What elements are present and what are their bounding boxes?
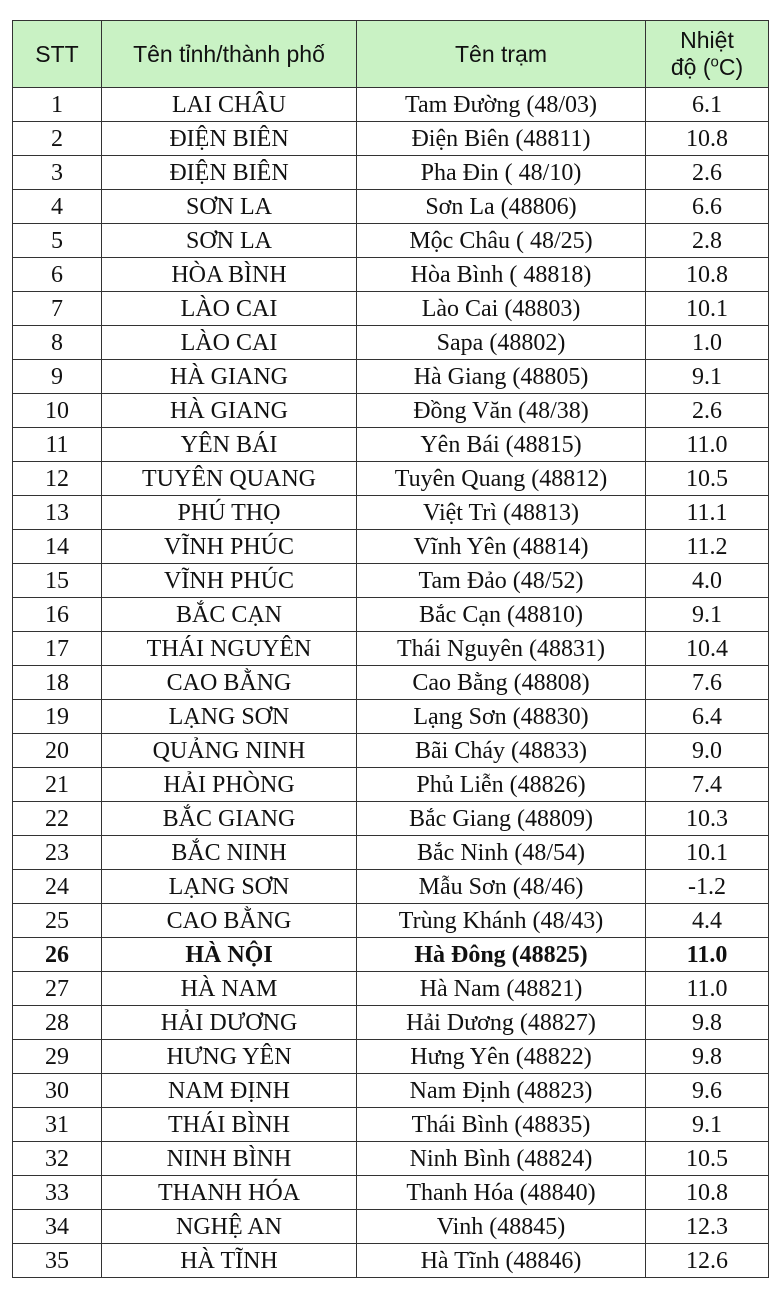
header-temperature-line1: Nhiệt	[680, 27, 734, 53]
row-station: Phủ Liễn (48826)	[357, 768, 646, 802]
table-row	[13, 1244, 769, 1278]
table-row	[13, 972, 769, 1006]
row-stt: 27	[13, 972, 102, 1006]
row-province: ĐIỆN BIÊN	[102, 156, 357, 190]
table-row	[13, 564, 769, 598]
table-row	[13, 462, 769, 496]
table-row	[13, 292, 769, 326]
row-stt: 11	[13, 428, 102, 462]
table-row	[13, 530, 769, 564]
row-stt: 8	[13, 326, 102, 360]
row-province: CAO BẰNG	[102, 666, 357, 700]
row-station: Lạng Sơn (48830)	[357, 700, 646, 734]
table-row	[13, 598, 769, 632]
row-station: Tam Đường (48/03)	[357, 88, 646, 122]
row-stt: 35	[13, 1244, 102, 1278]
table-row	[13, 326, 769, 360]
temperature-table	[12, 20, 769, 1278]
row-station: Hà Giang (48805)	[357, 360, 646, 394]
table-row	[13, 1210, 769, 1244]
table-row	[13, 870, 769, 904]
row-station: Bắc Ninh (48/54)	[357, 836, 646, 870]
row-temperature: 10.8	[646, 122, 769, 156]
row-province: BẮC GIANG	[102, 802, 357, 836]
row-stt: 20	[13, 734, 102, 768]
row-province: LAI CHÂU	[102, 88, 357, 122]
row-stt: 15	[13, 564, 102, 598]
row-temperature: 10.3	[646, 802, 769, 836]
row-temperature: 9.1	[646, 1108, 769, 1142]
row-temperature: 11.2	[646, 530, 769, 564]
row-temperature: 9.1	[646, 598, 769, 632]
row-station: Vĩnh Yên (48814)	[357, 530, 646, 564]
table-row	[13, 428, 769, 462]
row-stt: 31	[13, 1108, 102, 1142]
table-row	[13, 1176, 769, 1210]
row-stt: 2	[13, 122, 102, 156]
row-temperature: 6.4	[646, 700, 769, 734]
header-province: Tên tỉnh/thành phố	[102, 21, 357, 88]
row-stt: 16	[13, 598, 102, 632]
header-temperature-prefix: độ (	[670, 54, 711, 80]
table-row	[13, 258, 769, 292]
header-temperature	[646, 21, 769, 88]
table-row	[13, 360, 769, 394]
row-temperature: 9.8	[646, 1006, 769, 1040]
row-temperature: 10.8	[646, 1176, 769, 1210]
row-station: Tuyên Quang (48812)	[357, 462, 646, 496]
table-row	[13, 632, 769, 666]
row-stt: 29	[13, 1040, 102, 1074]
degree-symbol: o	[710, 53, 719, 71]
row-province: THANH HÓA	[102, 1176, 357, 1210]
row-station: Trùng Khánh (48/43)	[357, 904, 646, 938]
row-province: ĐIỆN BIÊN	[102, 122, 357, 156]
table-row	[13, 700, 769, 734]
row-station: Lào Cai (48803)	[357, 292, 646, 326]
table-row	[13, 836, 769, 870]
row-province: HƯNG YÊN	[102, 1040, 357, 1074]
row-stt: 19	[13, 700, 102, 734]
row-station: Hòa Bình ( 48818)	[357, 258, 646, 292]
table-row	[13, 734, 769, 768]
row-station: Pha Đin ( 48/10)	[357, 156, 646, 190]
row-stt: 10	[13, 394, 102, 428]
row-station: Việt Trì (48813)	[357, 496, 646, 530]
row-province: CAO BẰNG	[102, 904, 357, 938]
row-station: Hà Tĩnh (48846)	[357, 1244, 646, 1278]
table-row	[13, 1142, 769, 1176]
table-row	[13, 802, 769, 836]
row-station: Thanh Hóa (48840)	[357, 1176, 646, 1210]
row-province: BẮC CẠN	[102, 598, 357, 632]
table-row	[13, 224, 769, 258]
row-province: NGHỆ AN	[102, 1210, 357, 1244]
row-stt: 21	[13, 768, 102, 802]
row-temperature: 10.4	[646, 632, 769, 666]
table-row	[13, 768, 769, 802]
row-temperature: 10.8	[646, 258, 769, 292]
row-province: BẮC NINH	[102, 836, 357, 870]
row-province: THÁI NGUYÊN	[102, 632, 357, 666]
header-station: Tên trạm	[357, 21, 646, 88]
row-station: Thái Bình (48835)	[357, 1108, 646, 1142]
row-station: Hải Dương (48827)	[357, 1006, 646, 1040]
row-temperature: 9.6	[646, 1074, 769, 1108]
row-temperature: 4.4	[646, 904, 769, 938]
row-station: Bãi Cháy (48833)	[357, 734, 646, 768]
row-temperature: 6.1	[646, 88, 769, 122]
table-row	[13, 1040, 769, 1074]
table-row	[13, 1074, 769, 1108]
table-row	[13, 666, 769, 700]
row-stt: 25	[13, 904, 102, 938]
row-temperature: 2.6	[646, 156, 769, 190]
header-row	[13, 21, 769, 88]
row-province: YÊN BÁI	[102, 428, 357, 462]
row-stt: 22	[13, 802, 102, 836]
table-header	[13, 21, 769, 88]
row-station: Hà Đông (48825)	[357, 938, 646, 972]
row-station: Mộc Châu ( 48/25)	[357, 224, 646, 258]
row-station: Hà Nam (48821)	[357, 972, 646, 1006]
table-row	[13, 1006, 769, 1040]
row-station: Bắc Cạn (48810)	[357, 598, 646, 632]
row-temperature: 11.0	[646, 972, 769, 1006]
row-station: Sơn La (48806)	[357, 190, 646, 224]
row-temperature: 4.0	[646, 564, 769, 598]
row-station: Đồng Văn (48/38)	[357, 394, 646, 428]
table-row	[13, 394, 769, 428]
row-stt: 6	[13, 258, 102, 292]
row-temperature: 7.4	[646, 768, 769, 802]
row-stt: 28	[13, 1006, 102, 1040]
row-province: THÁI BÌNH	[102, 1108, 357, 1142]
row-temperature: 10.5	[646, 462, 769, 496]
table-row	[13, 496, 769, 530]
row-stt: 7	[13, 292, 102, 326]
row-temperature: 11.0	[646, 428, 769, 462]
row-province: HÀ TĨNH	[102, 1244, 357, 1278]
row-stt: 13	[13, 496, 102, 530]
row-station: Bắc Giang (48809)	[357, 802, 646, 836]
row-temperature: 12.3	[646, 1210, 769, 1244]
table-row	[13, 88, 769, 122]
header-temperature-line2	[671, 54, 743, 80]
row-stt: 34	[13, 1210, 102, 1244]
table-row	[13, 122, 769, 156]
table-row	[13, 156, 769, 190]
row-temperature: 9.0	[646, 734, 769, 768]
row-temperature: 9.8	[646, 1040, 769, 1074]
row-stt: 12	[13, 462, 102, 496]
row-province: VĨNH PHÚC	[102, 564, 357, 598]
row-station: Sapa (48802)	[357, 326, 646, 360]
row-province: LẠNG SƠN	[102, 870, 357, 904]
row-province: TUYÊN QUANG	[102, 462, 357, 496]
row-station: Yên Bái (48815)	[357, 428, 646, 462]
row-stt: 4	[13, 190, 102, 224]
row-stt: 18	[13, 666, 102, 700]
row-province: LẠNG SƠN	[102, 700, 357, 734]
row-temperature: 12.6	[646, 1244, 769, 1278]
row-temperature: 6.6	[646, 190, 769, 224]
row-temperature: 11.1	[646, 496, 769, 530]
row-province: LÀO CAI	[102, 292, 357, 326]
row-province: HẢI PHÒNG	[102, 768, 357, 802]
row-province: SƠN LA	[102, 190, 357, 224]
table-row	[13, 938, 769, 972]
row-stt: 26	[13, 938, 102, 972]
row-station: Điện Biên (48811)	[357, 122, 646, 156]
row-province: HÀ GIANG	[102, 394, 357, 428]
table-row	[13, 1108, 769, 1142]
row-province: HẢI DƯƠNG	[102, 1006, 357, 1040]
row-province: HÀ NỘI	[102, 938, 357, 972]
row-temperature: 9.1	[646, 360, 769, 394]
row-temperature: 10.1	[646, 836, 769, 870]
row-stt: 24	[13, 870, 102, 904]
row-station: Vinh (48845)	[357, 1210, 646, 1244]
row-stt: 3	[13, 156, 102, 190]
row-province: NAM ĐỊNH	[102, 1074, 357, 1108]
row-station: Thái Nguyên (48831)	[357, 632, 646, 666]
row-station: Mẫu Sơn (48/46)	[357, 870, 646, 904]
header-temperature-unit: C)	[718, 54, 744, 80]
row-station: Tam Đảo (48/52)	[357, 564, 646, 598]
row-temperature: 11.0	[646, 938, 769, 972]
row-province: SƠN LA	[102, 224, 357, 258]
row-stt: 17	[13, 632, 102, 666]
row-province: PHÚ THỌ	[102, 496, 357, 530]
row-province: HÀ NAM	[102, 972, 357, 1006]
row-temperature: 1.0	[646, 326, 769, 360]
row-temperature: 2.6	[646, 394, 769, 428]
row-province: VĨNH PHÚC	[102, 530, 357, 564]
row-station: Hưng Yên (48822)	[357, 1040, 646, 1074]
row-stt: 32	[13, 1142, 102, 1176]
row-province: HÒA BÌNH	[102, 258, 357, 292]
row-station: Ninh Bình (48824)	[357, 1142, 646, 1176]
table-row	[13, 190, 769, 224]
row-station: Nam Định (48823)	[357, 1074, 646, 1108]
row-station: Cao Bằng (48808)	[357, 666, 646, 700]
row-temperature: 2.8	[646, 224, 769, 258]
row-province: QUẢNG NINH	[102, 734, 357, 768]
table-row	[13, 904, 769, 938]
row-stt: 33	[13, 1176, 102, 1210]
row-stt: 1	[13, 88, 102, 122]
row-stt: 14	[13, 530, 102, 564]
table-body	[13, 88, 769, 1278]
row-temperature: -1.2	[646, 870, 769, 904]
row-province: HÀ GIANG	[102, 360, 357, 394]
row-stt: 30	[13, 1074, 102, 1108]
row-stt: 9	[13, 360, 102, 394]
row-province: LÀO CAI	[102, 326, 357, 360]
row-stt: 5	[13, 224, 102, 258]
row-temperature: 7.6	[646, 666, 769, 700]
row-temperature: 10.1	[646, 292, 769, 326]
row-province: NINH BÌNH	[102, 1142, 357, 1176]
header-stt: STT	[13, 21, 102, 88]
row-temperature: 10.5	[646, 1142, 769, 1176]
row-stt: 23	[13, 836, 102, 870]
